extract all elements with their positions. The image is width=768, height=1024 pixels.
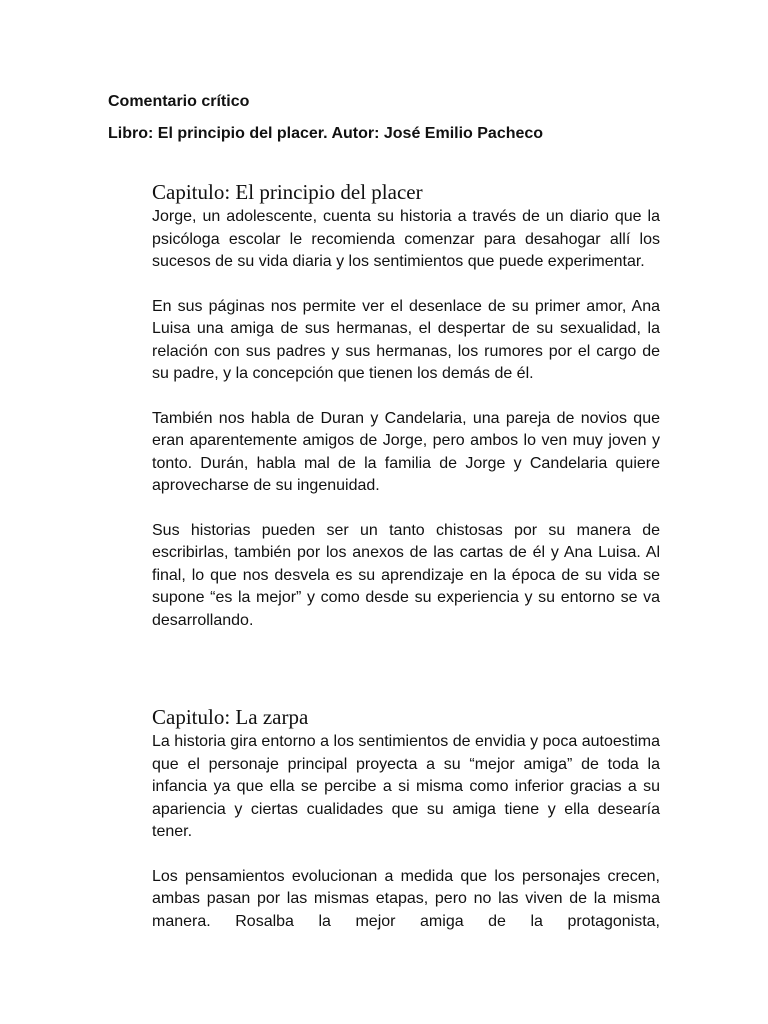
document-subtitle: Libro: El principio del placer. Autor: José Emilio Pacheco	[108, 125, 544, 142]
paragraph: Los pensamientos evolucionan a medida que los personajes crecen, ambas pasan por las mismas etapas, pero no las viven de la misma manera. Rosalba la mejor amiga de la protagonista,	[152, 867, 660, 930]
paragraph: En sus páginas nos permite ver el desenlace de su primer amor, Ana Luisa una amiga de sus hermanas, el despertar de su sexualidad, la relación con sus padres y sus hermanas, los rumores por el cargo de su padre, y la concepción que tienen los demás de él.	[152, 297, 660, 382]
chapter-heading: Capitulo: La zarpa	[152, 705, 309, 729]
section-la-zarpa	[152, 704, 660, 933]
chapter-heading: Capitulo: El principio del placer	[152, 180, 423, 204]
paragraph: La historia gira entorno a los sentimientos de envidia y poca autoestima que el personaje principal proyecta a su “mejor amiga” de toda la infancia ya que ella se percibe a si misma como inferior gracias a su apariencia y ciertas cualidades que su amiga tiene y ella desearía tener.	[152, 733, 660, 840]
document-title: Comentario crítico	[108, 93, 250, 110]
paragraph: Sus historias pueden ser un tanto chistosas por su manera de escribirlas, también por los anexos de las cartas de él y Ana Luisa. Al final, lo que nos desvela es su aprendizaje en la época de su vida se supone “es la mejor” y como desde su experiencia y su entorno se va desarrollando.	[152, 521, 660, 629]
section-el-principio-del-placer	[152, 179, 660, 632]
paragraph: Jorge, un adolescente, cuenta su historia a través de un diario que la psicóloga escolar le recomienda comenzar para desahogar allí los sucesos de su vida diaria y los sentimientos que puede experimentar.	[152, 208, 660, 270]
paragraph: También nos habla de Duran y Candelaria, una pareja de novios que eran aparentemente amigos de Jorge, pero ambos lo ven muy joven y tonto. Durán, habla mal de la familia de Jorge y Candelaria quiere aprovecharse de su ingenuidad.	[152, 409, 660, 494]
document-header	[108, 91, 708, 145]
